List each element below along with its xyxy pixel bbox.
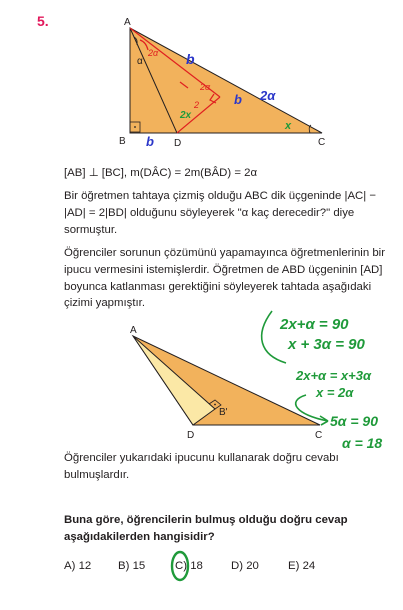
solution-line-1: 2x+α = 90 — [280, 316, 349, 333]
solution-line-4: x = 2α — [316, 385, 354, 400]
fig1-label-b: B — [119, 136, 126, 147]
fig1-label-a: A — [124, 17, 131, 28]
choice-c[interactable]: C) 18 — [175, 560, 203, 572]
answer-mark-circle — [168, 549, 192, 583]
given-condition: [AB] ⊥ [BC], m(DÂC) = 2m(BÂD) = 2α — [64, 167, 258, 179]
question-number: 5. — [37, 13, 49, 29]
handwritten-solution — [246, 305, 401, 455]
choice-e[interactable]: E) 24 — [288, 560, 316, 572]
paragraph-3: Öğrenciler yukarıdaki ipucunu kullanarak doğru cevabı bulmuşlardır. — [64, 452, 339, 481]
fig1-ink-red-2a-top: 2α — [148, 48, 159, 58]
solution-line-6: α = 18 — [342, 435, 383, 451]
choice-d[interactable]: D) 20 — [231, 560, 259, 572]
fig1-ink-red-2: 2 — [194, 100, 200, 110]
fig1-ink-blue-b-top: b — [186, 51, 195, 67]
fig1-label-d: D — [174, 138, 182, 149]
solution-line-2: x + 3α = 90 — [288, 336, 365, 353]
solution-line-5: 5α = 90 — [330, 413, 378, 429]
fig2-label-d: D — [187, 430, 195, 441]
choice-a[interactable]: A) 12 — [64, 560, 92, 572]
fig1-ink-blue-2a-side: 2α — [260, 88, 276, 103]
solution-line-3: 2x+α = x+3α — [296, 368, 372, 383]
fig2-label-c: C — [315, 430, 323, 441]
fig1-label-c: C — [318, 137, 326, 148]
fig1-ink-green-x: x — [285, 120, 292, 132]
fig2-label-b-prime: B' — [219, 407, 228, 418]
fig1-ink-blue-b-bottom: b — [146, 134, 154, 149]
paragraph-1: Bir öğretmen tahtaya çizmiş olduğu ABC dik üçgeninde |AC| − |AD| = 2|BD| olduğunu söyleyerek "α kaç derecedir?" diye sormuştur. — [64, 190, 377, 236]
fig1-ink-red-2a-mid: 2α — [200, 82, 211, 92]
choice-b[interactable]: B) 15 — [118, 560, 146, 572]
fig1-ink-green-2x: 2x — [180, 110, 192, 121]
question-prompt: Buna göre, öğrencilerin bulmuş olduğu doğru cevap aşağıdakilerden hangisidir? — [64, 514, 348, 543]
paragraph-2: Öğrenciler sorunun çözümünü yapamayınca öğretmenlerinin bir ipucu vermesini istemişlerdir. Öğretmen de ABD üçgeninin [AD] boyunca katlanması gerektiğini söyleyerek tahtada aşağıdaki çizimi yapmıştır. — [64, 247, 386, 310]
fig2-label-a: A — [130, 325, 137, 336]
fig1-ink-blue-b-mid: b — [234, 92, 242, 107]
figure-triangle-abc — [110, 12, 335, 152]
fig1-angle-alpha: α — [137, 56, 143, 67]
